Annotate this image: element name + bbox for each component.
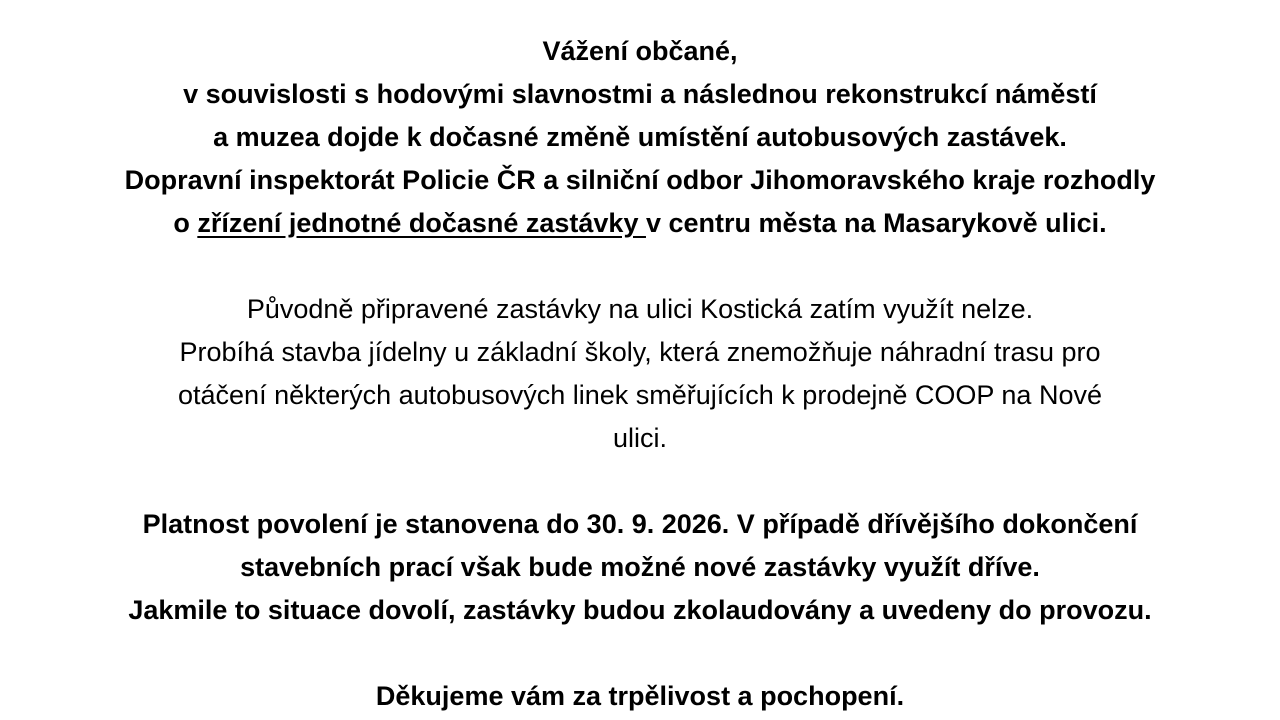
temporary-stop-underlined-text: zřízení jednotné dočasné zastávky	[197, 208, 646, 238]
intro-line	[0, 202, 1280, 245]
thanks-line: Děkujeme vám za trpělivost a pochopení.	[375, 681, 905, 711]
intro-paragraph	[0, 30, 1280, 245]
validity-line: Platnost povolení je stanovena do 30. 9. 2026. V případě dřívějšího dokončení	[142, 509, 1138, 539]
intro-line-suffix: v centru města na Masarykově ulici.	[645, 208, 1107, 238]
closing-paragraph	[0, 675, 1280, 718]
details-line: Probíhá stavba jídelny u základní školy, která znemožňuje náhradní trasu pro	[179, 337, 1101, 367]
notice-document	[0, 30, 1280, 718]
details-line: otáčení některých autobusových linek směřujících k prodejně COOP na Nové	[178, 380, 1102, 410]
intro-line: a muzea dojde k dočasné změně umístění autobusových zastávek.	[213, 122, 1067, 152]
paragraph-gap	[0, 245, 1280, 288]
paragraph-gap	[0, 632, 1280, 675]
details-paragraph	[0, 288, 1280, 460]
details-line: ulici.	[612, 423, 667, 453]
intro-line: Dopravní inspektorát Policie ČR a silniční odbor Jihomoravského kraje rozhodly	[124, 165, 1156, 195]
intro-line-prefix: o	[173, 208, 198, 238]
validity-paragraph	[0, 503, 1280, 632]
validity-line: Jakmile to situace dovolí, zastávky budou zkolaudovány a uvedeny do provozu.	[128, 595, 1152, 625]
intro-line: v souvislosti s hodovými slavnostmi a následnou rekonstrukcí náměstí	[183, 79, 1097, 109]
details-line: Původně připravené zastávky na ulici Kostická zatím využít nelze.	[246, 294, 1034, 324]
greeting: Vážení občané,	[542, 36, 738, 66]
validity-line: stavebních prací však bude možné nové zastávky využít dříve.	[240, 552, 1040, 582]
paragraph-gap	[0, 460, 1280, 503]
